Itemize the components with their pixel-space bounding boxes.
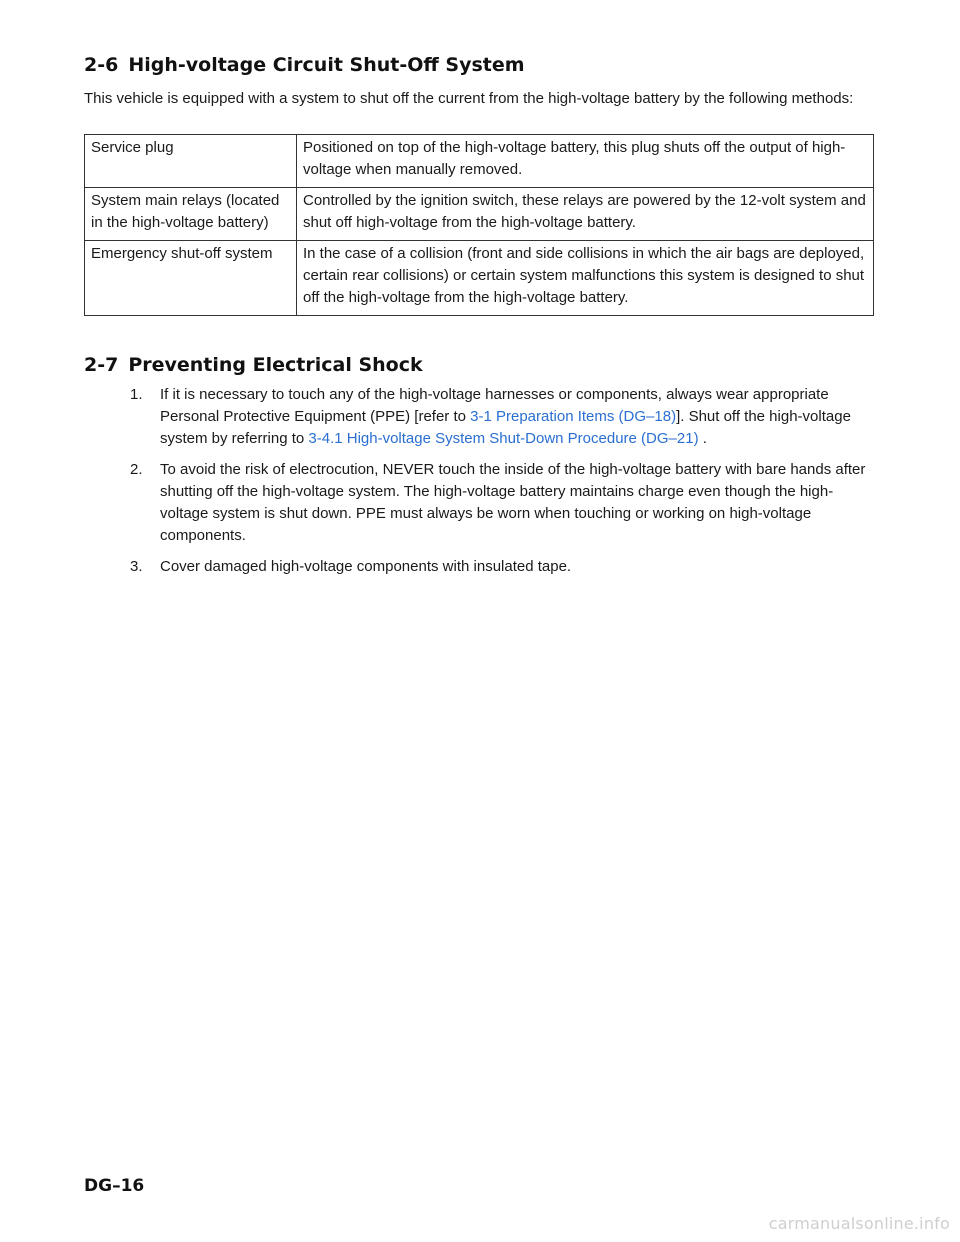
page-number: DG–16 [84, 1176, 145, 1196]
step-text: Cover damaged high-voltage components with insulated tape. [160, 558, 572, 575]
step-number: 2. [130, 461, 143, 478]
section-title: Preventing Electrical Shock [128, 354, 423, 376]
watermark-text: carmanualsonline.info [768, 1214, 950, 1233]
method-description: Controlled by the ignition switch, these relays are powered by the 12-volt system and shut off high-voltage from the high-voltage battery. [297, 188, 874, 241]
step-text: If it is necessary to touch any of the high-voltage harnesses or components, always wear appropriate Personal Protective Equipment (PPE) [refer to [160, 386, 829, 425]
section-heading-2-7 [84, 354, 423, 376]
xref-link-shutdown-procedure[interactable]: 3-4.1 High-voltage System Shut-Down Procedure (DG–21) [308, 430, 699, 447]
step-text: ]. Shut off the high-voltage system by referring to [160, 408, 851, 447]
step-text: . [698, 430, 707, 447]
step-text: To avoid the risk of electrocution, NEVER touch the inside of the high-voltage battery with bare hands after shutting off the high-voltage system. The high-voltage battery maintains charge even though the high-voltage system is shut down. PPE must always be worn when touching or working on high-voltage components. [160, 461, 866, 544]
list-item [130, 556, 870, 578]
section-intro: This vehicle is equipped with a system to shut off the current from the high-voltage battery by the following methods: [84, 90, 854, 107]
list-item [130, 384, 870, 450]
safety-steps-list [130, 384, 870, 587]
method-name: Service plug [85, 135, 297, 188]
method-description: Positioned on top of the high-voltage battery, this plug shuts off the output of high-voltage when manually removed. [297, 135, 874, 188]
table-row [85, 188, 874, 241]
method-name [85, 188, 297, 241]
section-number: 2-6 [84, 54, 119, 76]
method-description: In the case of a collision (front and side collisions in which the air bags are deployed, certain rear collisions) or certain system malfunctions this system is designed to shut off the high-voltage from the high-voltage battery. [297, 241, 874, 316]
table-row [85, 135, 874, 188]
xref-link-preparation-items[interactable]: 3-1 Preparation Items (DG–18) [470, 408, 677, 425]
section-heading-2-6 [84, 54, 525, 76]
method-name-text: System main relays (located in the high-voltage battery) [91, 192, 280, 231]
section-number: 2-7 [84, 354, 119, 376]
list-item [130, 459, 870, 547]
shutoff-methods-table [84, 134, 874, 316]
section-title: High-voltage Circuit Shut-Off System [128, 54, 525, 76]
table-row [85, 241, 874, 316]
step-number: 1. [130, 386, 143, 403]
method-name: Emergency shut-off system [85, 241, 297, 316]
step-number: 3. [130, 558, 143, 575]
